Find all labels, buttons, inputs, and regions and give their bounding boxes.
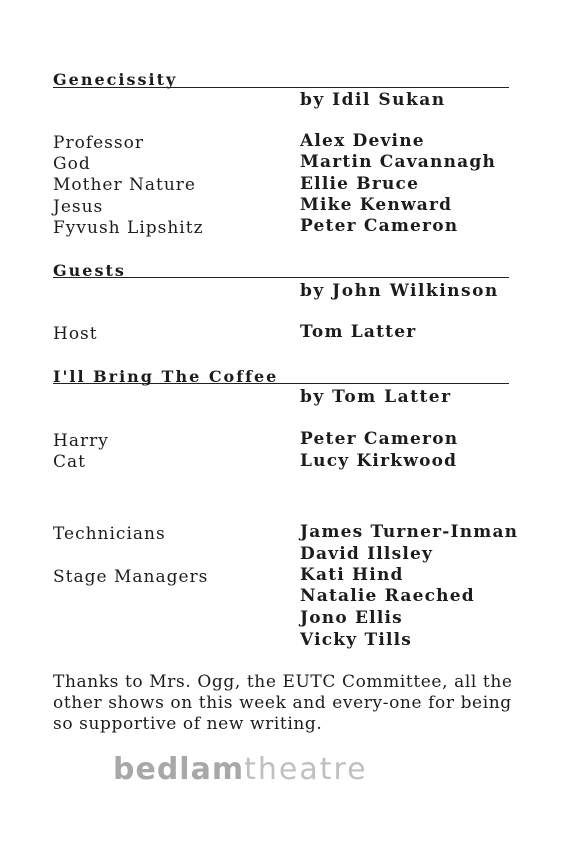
cast-role: Fyvush Lipshitz bbox=[53, 218, 204, 238]
cast-actor: Peter Cameron bbox=[300, 429, 459, 449]
thanks-note: Thanks to Mrs. Ogg, the EUTC Committee, all the other shows on this week and every-one for being so supportive of new writing. bbox=[53, 672, 513, 734]
crew-member: James Turner-Inman bbox=[300, 522, 519, 542]
cast-actor: Martin Cavannagh bbox=[300, 152, 496, 172]
logo-bold-text: bedlam bbox=[113, 752, 245, 787]
cast-actor: Tom Latter bbox=[300, 322, 417, 342]
cast-role: Host bbox=[53, 324, 98, 344]
cast-actor: Alex Devine bbox=[300, 131, 425, 151]
crew-member: Kati Hind bbox=[300, 565, 404, 585]
cast-role: Professor bbox=[53, 133, 144, 153]
title-rule bbox=[53, 277, 509, 278]
crew-role: Technicians bbox=[53, 524, 166, 544]
cast-actor: Peter Cameron bbox=[300, 216, 459, 236]
cast-actor: Mike Kenward bbox=[300, 195, 453, 215]
cast-actor: Lucy Kirkwood bbox=[300, 451, 458, 471]
play-author: by John Wilkinson bbox=[300, 281, 499, 301]
cast-role: Harry bbox=[53, 431, 109, 451]
cast-role: Jesus bbox=[53, 197, 104, 217]
cast-role: God bbox=[53, 154, 91, 174]
play-author: by Idil Sukan bbox=[300, 90, 446, 110]
cast-actor: Ellie Bruce bbox=[300, 174, 420, 194]
cast-role: Cat bbox=[53, 452, 86, 472]
cast-role: Mother Nature bbox=[53, 175, 196, 195]
play-title: I'll Bring The Coffee bbox=[53, 367, 279, 386]
title-rule bbox=[53, 383, 509, 384]
bedlam-theatre-logo bbox=[113, 752, 368, 787]
logo-light-text: theatre bbox=[244, 752, 368, 787]
play-author: by Tom Latter bbox=[300, 387, 452, 407]
play-title: Guests bbox=[53, 261, 126, 280]
crew-member: Natalie Raeched bbox=[300, 586, 475, 606]
play-title: Genecissity bbox=[53, 70, 178, 89]
title-rule bbox=[53, 87, 509, 88]
crew-member: Jono Ellis bbox=[300, 608, 403, 628]
crew-member: Vicky Tills bbox=[300, 630, 413, 650]
crew-member: David Illsley bbox=[300, 544, 434, 564]
crew-role: Stage Managers bbox=[53, 567, 209, 587]
